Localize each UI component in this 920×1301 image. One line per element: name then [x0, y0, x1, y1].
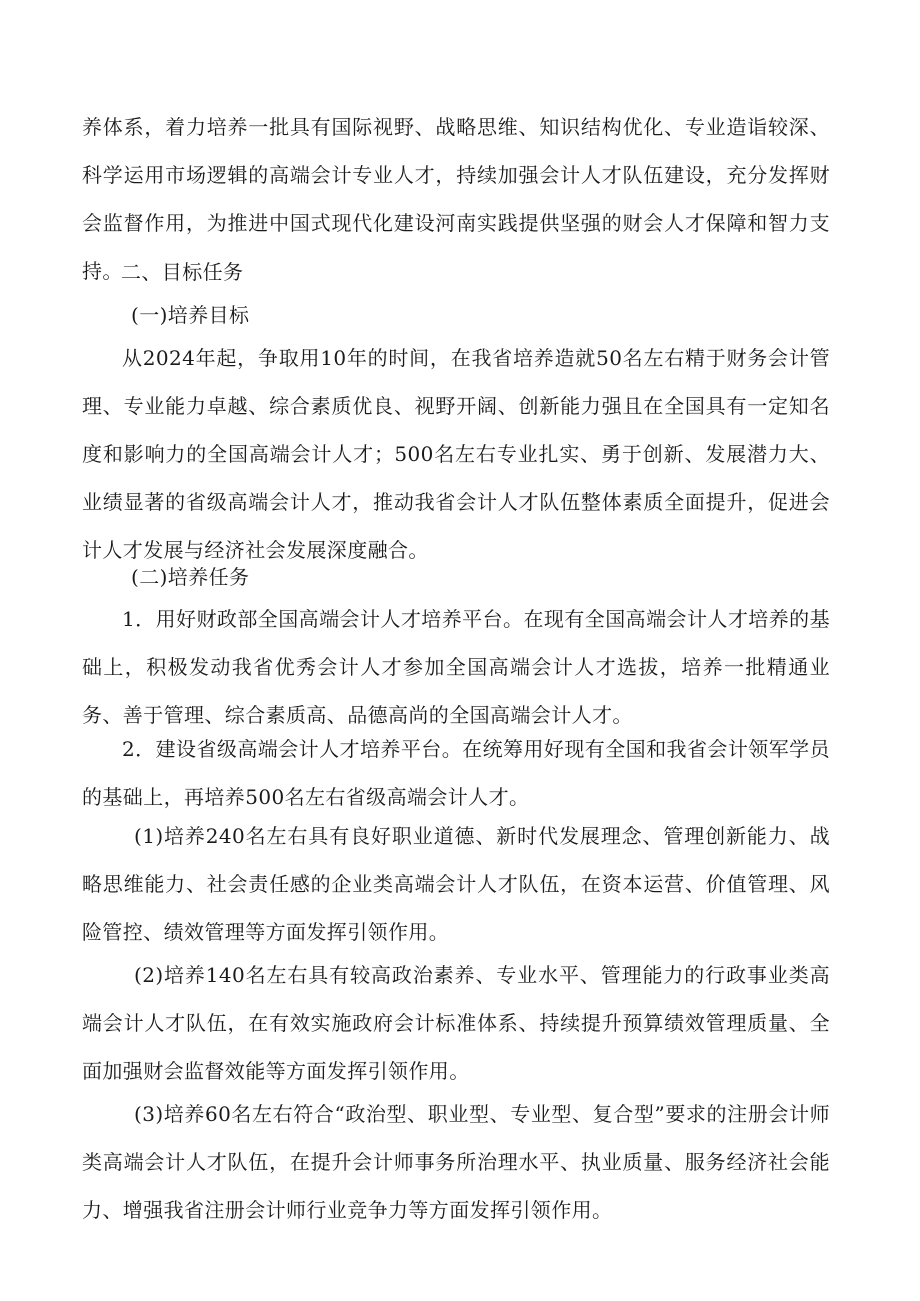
sub-item-2-paragraph: (2)培养140名左右具有较高政治素养、专业水平、管理能力的行政事业类高端会计人才队伍，在有效实施政府会计标准体系、持续提升预算绩效管理质量、全面加强财会监督效能等方面发挥引领作用。 [82, 963, 830, 1083]
task-2-paragraph: 2．建设省级高端会计人才培养平台。在统筹用好现有全国和我省会计领军学员的基础上，再培养500名左右省级高端会计人才。 [82, 737, 830, 809]
goal-paragraph: 从2024年起，争取用10年的时间，在我省培养造就50名左右精于财务会计管理、专业能力卓越、综合素质优良、视野开阔、创新能力强且在全国具有一定知名度和影响力的全国高端会计人才；500名左右专业扎实、勇于创新、发展潜力大、业绩显著的省级高端会计人才，推动我省会计人才队伍整体素质全面提升，促进会计人才发展与经济社会发展深度融合。 [82, 346, 830, 562]
task-1-paragraph: 1．用好财政部全国高端会计人才培养平台。在现有全国高端会计人才培养的基础上，积极发动我省优秀会计人才参加全国高端会计人才选拔，培养一批精通业务、善于管理、综合素质高、品德高尚的全国高端会计人才。 [82, 607, 830, 727]
section-heading-goals-tasks: 二、目标任务 [121, 260, 244, 284]
intro-paragraph: 养体系，着力培养一批具有国际视野、战略思维、知识结构优化、专业造诣较深、科学运用市场逻辑的高端会计专业人才，持续加强会计人才队伍建设，充分发挥财会监督作用，为推进中国式现代化建设河南实践提供坚强的财会人才保障和智力支持。 [82, 115, 830, 283]
subsection-heading-goal: (一)培养目标 [131, 303, 250, 327]
sub-item-3-paragraph: (3)培养60名左右符合“政治型、职业型、专业型、复合型”要求的注册会计师类高端会计人才队伍，在提升会计师事务所治理水平、执业质量、服务经济社会能力、增强我省注册会计师行业竞争力等方面发挥引领作用。 [82, 1102, 830, 1222]
subsection-heading-task: (二)培养任务 [131, 565, 250, 589]
sub-item-1-paragraph: (1)培养240名左右具有良好职业道德、新时代发展理念、管理创新能力、战略思维能力、社会责任感的企业类高端会计人才队伍，在资本运营、价值管理、风险管控、绩效管理等方面发挥引领作用。 [82, 824, 830, 944]
